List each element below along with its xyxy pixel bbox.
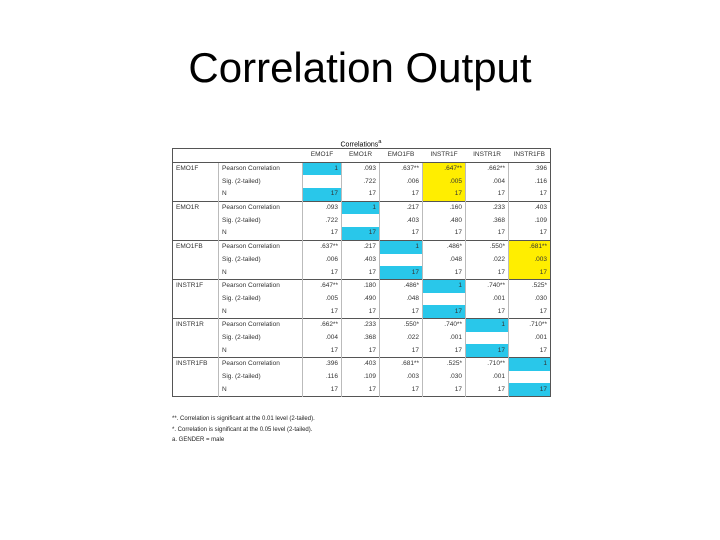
column-header: EMO1F [303, 149, 342, 163]
table-cell: .403 [342, 358, 380, 371]
table-cell: 17 [423, 188, 466, 201]
correlation-table [172, 148, 551, 397]
table-cell: .368 [342, 332, 380, 345]
footnotes [172, 414, 552, 446]
table-cell: .030 [423, 371, 466, 384]
table-cell: .006 [303, 254, 342, 267]
table-cell: .740** [423, 318, 466, 331]
table-row [173, 214, 551, 227]
row-variable-label: INSTR1FB [173, 358, 219, 371]
table-cell: 17 [380, 383, 423, 396]
table-cell: 17 [509, 305, 551, 318]
table-caption-sup: a [378, 139, 382, 145]
row-stat-label: N [219, 305, 303, 318]
header-blank-var [173, 149, 219, 163]
table-cell: .403 [509, 201, 551, 214]
table-cell: .109 [342, 371, 380, 384]
table-cell: .647** [303, 279, 342, 292]
row-stat-label: N [219, 344, 303, 357]
table-cell: .681** [380, 358, 423, 371]
table-cell: 17 [509, 266, 551, 279]
table-cell: 1 [509, 358, 551, 371]
row-stat-label: Sig. (2-tailed) [219, 254, 303, 267]
table-cell: .396 [509, 162, 551, 175]
table-cell: 17 [380, 344, 423, 357]
table-cell [509, 371, 551, 384]
table-cell: .486* [380, 279, 423, 292]
table-cell: 17 [423, 383, 466, 396]
table-cell: 17 [509, 227, 551, 240]
table-cell: .022 [380, 332, 423, 345]
table-cell: .001 [466, 293, 509, 306]
column-header: EMO1R [342, 149, 380, 163]
row-stat-label: Pearson Correlation [219, 201, 303, 214]
table-cell: .403 [342, 254, 380, 267]
table-cell: 1 [423, 279, 466, 292]
table-cell: .006 [380, 175, 423, 188]
table-cell: .217 [342, 240, 380, 253]
table-cell: 17 [466, 383, 509, 396]
table-cell: 17 [466, 227, 509, 240]
table-cell [303, 175, 342, 188]
row-stat-label: Pearson Correlation [219, 162, 303, 175]
table-cell: .550* [466, 240, 509, 253]
table-cell [466, 332, 509, 345]
table-cell: .662** [466, 162, 509, 175]
table-cell: .637** [380, 162, 423, 175]
row-variable-label [173, 332, 219, 345]
row-stat-label: N [219, 266, 303, 279]
row-stat-label: Sig. (2-tailed) [219, 214, 303, 227]
row-variable-label: EMO1R [173, 201, 219, 214]
table-cell: .003 [509, 254, 551, 267]
table-cell: .710** [509, 318, 551, 331]
table-row [173, 344, 551, 357]
table-row [173, 254, 551, 267]
table-cell: .403 [380, 214, 423, 227]
row-stat-label: Pearson Correlation [219, 240, 303, 253]
column-header: INSTR1F [423, 149, 466, 163]
row-variable-label [173, 188, 219, 201]
column-header: EMO1FB [380, 149, 423, 163]
table-cell: 17 [303, 383, 342, 396]
row-variable-label: INSTR1R [173, 318, 219, 331]
table-row [173, 240, 551, 253]
row-stat-label: Sig. (2-tailed) [219, 371, 303, 384]
table-row [173, 371, 551, 384]
row-variable-label [173, 254, 219, 267]
column-header: INSTR1R [466, 149, 509, 163]
table-cell: .001 [423, 332, 466, 345]
table-row [173, 279, 551, 292]
row-variable-label [173, 344, 219, 357]
table-cell: .480 [423, 214, 466, 227]
table-cell: 17 [303, 188, 342, 201]
table-cell: 17 [466, 305, 509, 318]
header-row [173, 149, 551, 163]
table-cell: .093 [303, 201, 342, 214]
table-cell: 17 [342, 383, 380, 396]
row-stat-label: Pearson Correlation [219, 358, 303, 371]
table-cell: .217 [380, 201, 423, 214]
row-variable-label [173, 383, 219, 396]
table-cell: .722 [342, 175, 380, 188]
slide-title: Correlation Output [188, 44, 532, 91]
footnote: **. Correlation is significant at the 0.01 level (2-tailed). [172, 416, 315, 422]
table-row [173, 188, 551, 201]
table-row [173, 383, 551, 396]
table-cell: 1 [380, 240, 423, 253]
table-cell: .662** [303, 318, 342, 331]
row-variable-label: INSTR1F [173, 279, 219, 292]
table-cell: .001 [466, 371, 509, 384]
table-cell: .368 [466, 214, 509, 227]
table-cell: .030 [509, 293, 551, 306]
table-row [173, 175, 551, 188]
table-cell: 17 [380, 305, 423, 318]
table-cell: 17 [466, 266, 509, 279]
table-row [173, 332, 551, 345]
table-cell: .525* [423, 358, 466, 371]
table-cell: .233 [342, 318, 380, 331]
table-cell: 17 [509, 383, 551, 396]
table-cell: .022 [466, 254, 509, 267]
table-cell: .710** [466, 358, 509, 371]
table-cell: 17 [423, 227, 466, 240]
column-header: INSTR1FB [509, 149, 551, 163]
row-variable-label [173, 371, 219, 384]
table-cell: 1 [303, 162, 342, 175]
row-variable-label [173, 227, 219, 240]
table-row [173, 227, 551, 240]
footnote: a. GENDER = male [172, 437, 225, 443]
row-stat-label: Sig. (2-tailed) [219, 332, 303, 345]
table-cell: 17 [342, 344, 380, 357]
row-variable-label: EMO1FB [173, 240, 219, 253]
table-cell: 17 [342, 266, 380, 279]
table-cell: 17 [342, 227, 380, 240]
table-cell: 17 [303, 266, 342, 279]
table-cell: .647** [423, 162, 466, 175]
table-cell: .003 [380, 371, 423, 384]
table-cell: .681** [509, 240, 551, 253]
table-row [173, 266, 551, 279]
table-cell: .004 [303, 332, 342, 345]
table-cell: 17 [423, 266, 466, 279]
table-cell: .005 [303, 293, 342, 306]
table-cell: .004 [466, 175, 509, 188]
table-cell: .490 [342, 293, 380, 306]
table-cell: .048 [423, 254, 466, 267]
table-cell: .486* [423, 240, 466, 253]
row-stat-label: N [219, 227, 303, 240]
table-caption-text: Correlations [340, 141, 379, 149]
table-body [173, 162, 551, 396]
row-stat-label: Sig. (2-tailed) [219, 293, 303, 306]
table-cell: 17 [303, 227, 342, 240]
table-cell: 17 [342, 305, 380, 318]
table-cell: .180 [342, 279, 380, 292]
table-cell: 17 [466, 344, 509, 357]
table-row [173, 293, 551, 306]
row-variable-label [173, 305, 219, 318]
table-cell [380, 254, 423, 267]
table-cell: 17 [380, 227, 423, 240]
table-cell: .550* [380, 318, 423, 331]
table-cell: 17 [380, 266, 423, 279]
table-cell: .093 [342, 162, 380, 175]
row-stat-label: N [219, 188, 303, 201]
table-cell: 17 [423, 344, 466, 357]
table-cell [342, 214, 380, 227]
table-cell: .396 [303, 358, 342, 371]
table-row [173, 318, 551, 331]
table-row [173, 162, 551, 175]
row-stat-label: N [219, 383, 303, 396]
table-cell: .160 [423, 201, 466, 214]
table-cell: 17 [303, 344, 342, 357]
row-variable-label [173, 214, 219, 227]
table-cell: 17 [380, 188, 423, 201]
table-cell: .722 [303, 214, 342, 227]
table-cell: .233 [466, 201, 509, 214]
row-variable-label [173, 175, 219, 188]
row-variable-label [173, 293, 219, 306]
table-row [173, 358, 551, 371]
table-cell: .740** [466, 279, 509, 292]
table-header [173, 149, 551, 163]
table-cell: 1 [466, 318, 509, 331]
row-stat-label: Sig. (2-tailed) [219, 175, 303, 188]
row-stat-label: Pearson Correlation [219, 318, 303, 331]
table-cell: .048 [380, 293, 423, 306]
row-stat-label: Pearson Correlation [219, 279, 303, 292]
table-row [173, 305, 551, 318]
table-row [173, 201, 551, 214]
row-variable-label [173, 266, 219, 279]
table-cell: 17 [423, 305, 466, 318]
table-cell: .525* [509, 279, 551, 292]
table-cell: 17 [303, 305, 342, 318]
table-cell: .116 [509, 175, 551, 188]
row-variable-label: EMO1F [173, 162, 219, 175]
header-blank-stat [219, 149, 303, 163]
table-cell [423, 293, 466, 306]
footnote: *. Correlation is significant at the 0.05 level (2-tailed). [172, 426, 313, 433]
table-cell: 17 [466, 188, 509, 201]
table-cell: .116 [303, 371, 342, 384]
table-cell: .109 [509, 214, 551, 227]
table-cell: .001 [509, 332, 551, 345]
table-cell: 1 [342, 201, 380, 214]
table-cell: 17 [509, 344, 551, 357]
table-cell: 17 [509, 188, 551, 201]
table-cell: .005 [423, 175, 466, 188]
table-cell: .637** [303, 240, 342, 253]
table-cell: 17 [342, 188, 380, 201]
